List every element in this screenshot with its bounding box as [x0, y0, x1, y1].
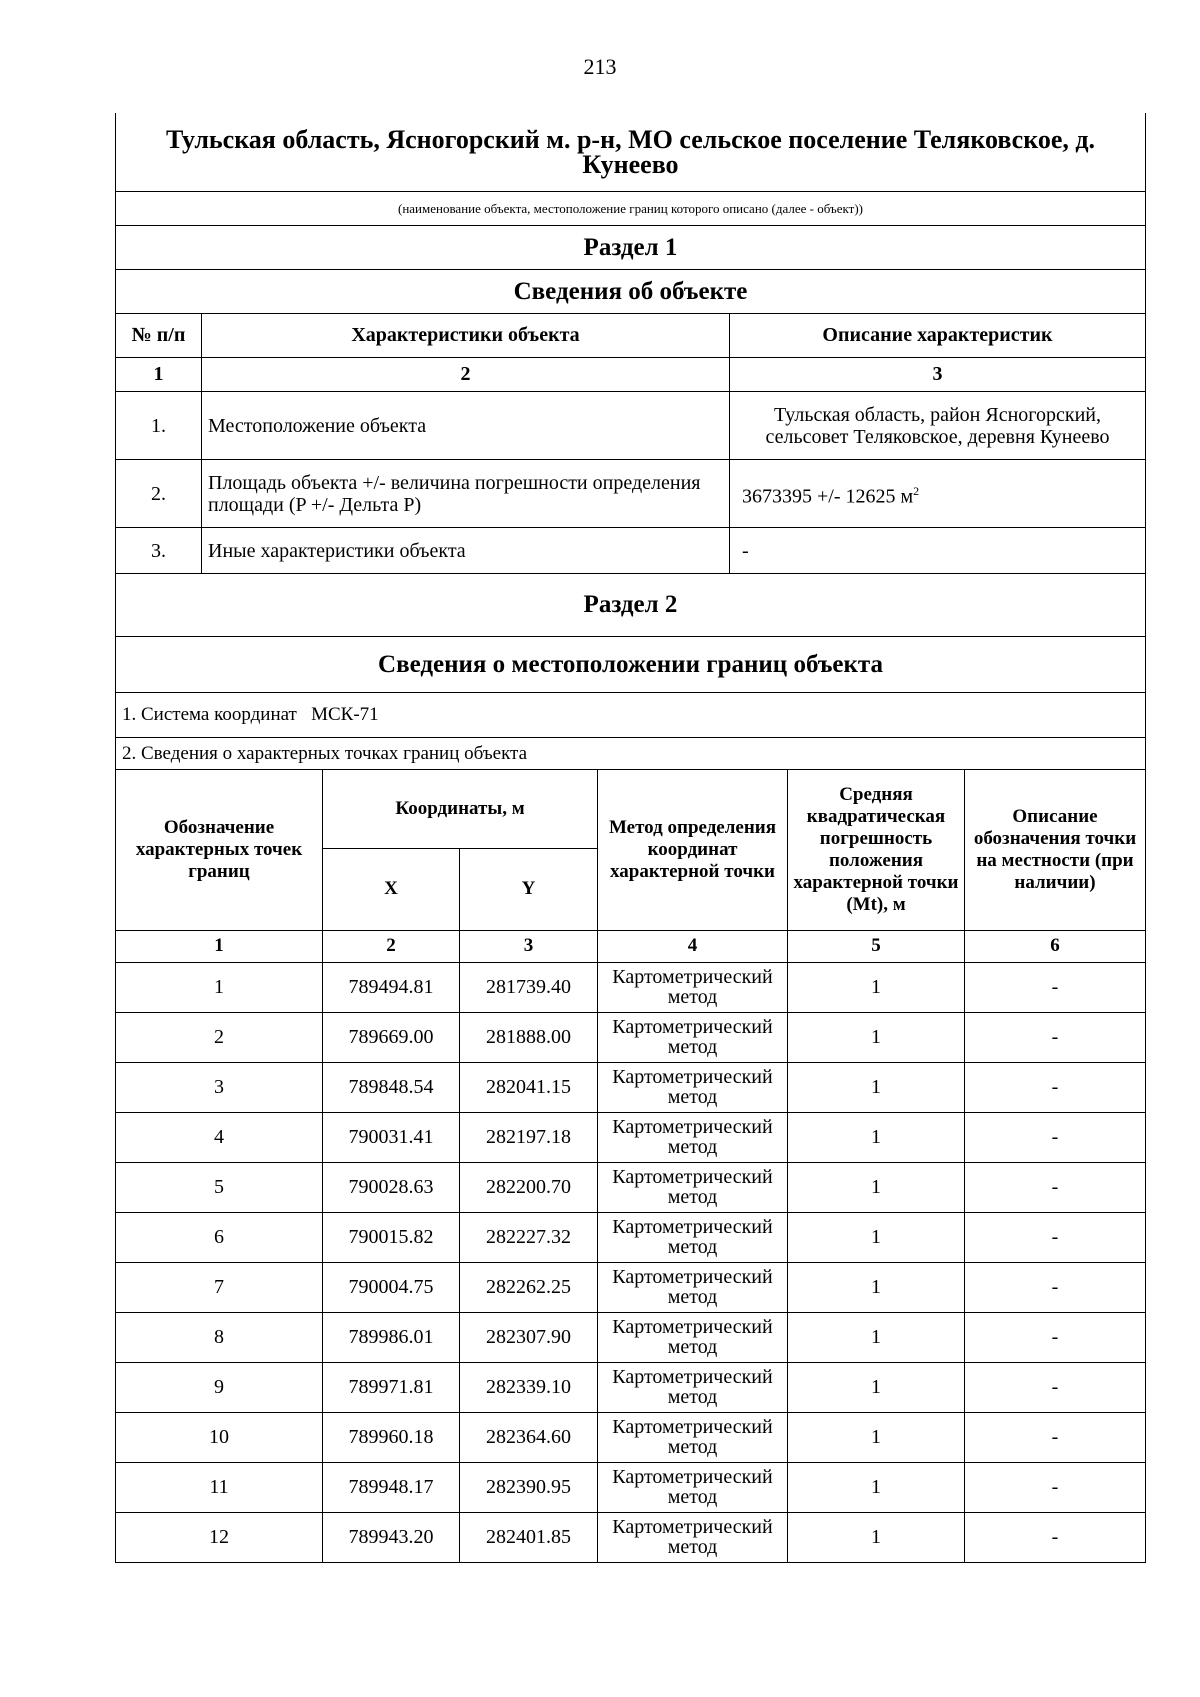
row-desc: Тульская область, район Ясногорский, сельсовет Теляковское, деревня Кунеево: [730, 392, 1146, 460]
points-caption: 2. Сведения о характерных точках границ объекта: [116, 738, 1146, 770]
point-y: 282262.25: [460, 1262, 598, 1312]
header-coords: Координаты, м: [323, 769, 598, 848]
point-y: 282041.15: [460, 1062, 598, 1112]
table-row: [116, 1112, 1146, 1162]
point-x: 789986.01: [323, 1312, 460, 1362]
row-name: Местоположение объекта: [202, 392, 730, 460]
point-mt: 1: [788, 1362, 965, 1412]
table-row: [116, 1362, 1146, 1412]
object-title-caption: (наименование объекта, местоположение границ которого описано (далее - объект)): [116, 192, 1146, 226]
col-number: 3: [460, 930, 598, 962]
point-mt: 1: [788, 1162, 965, 1212]
point-desc: -: [965, 1512, 1146, 1562]
col-number: 6: [965, 930, 1146, 962]
point-y: 282401.85: [460, 1512, 598, 1562]
row-desc: -: [730, 528, 1146, 574]
point-method: Картометрический метод: [598, 1312, 788, 1362]
point-id: 4: [116, 1112, 323, 1162]
point-x: 790028.63: [323, 1162, 460, 1212]
point-method: Картометрический метод: [598, 1412, 788, 1462]
point-id: 1: [116, 962, 323, 1012]
col-number: 2: [202, 358, 730, 392]
point-y: 282307.90: [460, 1312, 598, 1362]
point-id: 6: [116, 1212, 323, 1262]
point-method: Картометрический метод: [598, 1512, 788, 1562]
point-y: 282197.18: [460, 1112, 598, 1162]
points-body: [116, 962, 1146, 1562]
header-x: X: [323, 848, 460, 930]
header-description: Описание характеристик: [730, 314, 1146, 358]
page-number: 213: [583, 54, 617, 79]
area-value: 3673395 +/- 12625 м: [742, 485, 914, 508]
row-num: 1.: [116, 392, 202, 460]
point-desc: -: [965, 1462, 1146, 1512]
object-info-table: [115, 113, 1146, 770]
point-desc: -: [965, 1412, 1146, 1462]
header-num: № п/п: [116, 314, 202, 358]
point-method: Картометрический метод: [598, 1112, 788, 1162]
coord-system: [116, 693, 1146, 738]
section2-subtitle: Сведения о местоположении границ объекта: [116, 637, 1146, 693]
point-mt: 1: [788, 1012, 965, 1062]
point-x: 789971.81: [323, 1362, 460, 1412]
point-y: 282364.60: [460, 1412, 598, 1462]
point-desc: -: [965, 1112, 1146, 1162]
point-x: 789960.18: [323, 1412, 460, 1462]
point-x: 789848.54: [323, 1062, 460, 1112]
point-desc: -: [965, 1312, 1146, 1362]
point-method: Картометрический метод: [598, 1212, 788, 1262]
row-name: Иные характеристики объекта: [202, 528, 730, 574]
row-num: 3.: [116, 528, 202, 574]
point-desc: -: [965, 1362, 1146, 1412]
point-y: 282390.95: [460, 1462, 598, 1512]
section2-title: Раздел 2: [116, 574, 1146, 637]
point-x: 789948.17: [323, 1462, 460, 1512]
point-id: 9: [116, 1362, 323, 1412]
header-characteristics: Характеристики объекта: [202, 314, 730, 358]
point-mt: 1: [788, 1462, 965, 1512]
row-desc: [730, 460, 1146, 528]
point-method: Картометрический метод: [598, 1012, 788, 1062]
table-row: [116, 962, 1146, 1012]
point-method: Картометрический метод: [598, 1062, 788, 1112]
point-id: 11: [116, 1462, 323, 1512]
point-id: 12: [116, 1512, 323, 1562]
point-mt: 1: [788, 1062, 965, 1112]
table-row: [116, 1212, 1146, 1262]
table-row: [116, 1162, 1146, 1212]
point-desc: -: [965, 962, 1146, 1012]
point-method: Картометрический метод: [598, 1262, 788, 1312]
document: [115, 113, 1145, 1563]
table-row: [116, 392, 1146, 460]
table-row: [116, 528, 1146, 574]
point-desc: -: [965, 1212, 1146, 1262]
col-number: 2: [323, 930, 460, 962]
point-mt: 1: [788, 1112, 965, 1162]
header-method: Метод определения координат характерной точки: [598, 769, 788, 930]
point-y: 282227.32: [460, 1212, 598, 1262]
point-x: 790031.41: [323, 1112, 460, 1162]
point-method: Картометрический метод: [598, 962, 788, 1012]
point-mt: 1: [788, 1512, 965, 1562]
table-row: [116, 1312, 1146, 1362]
point-y: 282339.10: [460, 1362, 598, 1412]
header-point-description: Описание обозначения точки на местности (при наличии): [965, 769, 1146, 930]
point-id: 3: [116, 1062, 323, 1112]
col-number: 3: [730, 358, 1146, 392]
header-error: Средняя квадратическая погрешность положения характерной точки (Mt), м: [788, 769, 965, 930]
point-y: 281739.40: [460, 962, 598, 1012]
point-id: 10: [116, 1412, 323, 1462]
point-desc: -: [965, 1012, 1146, 1062]
point-y: 281888.00: [460, 1012, 598, 1062]
row-name: Площадь объекта +/- величина погрешности определения площади (P +/- Дельта P): [202, 460, 730, 528]
point-id: 7: [116, 1262, 323, 1312]
row-num: 2.: [116, 460, 202, 528]
point-desc: -: [965, 1062, 1146, 1112]
col-number: 5: [788, 930, 965, 962]
point-method: Картометрический метод: [598, 1162, 788, 1212]
point-method: Картометрический метод: [598, 1462, 788, 1512]
section1-subtitle: Сведения об объекте: [116, 270, 1146, 314]
point-mt: 1: [788, 1312, 965, 1362]
table-row: [116, 1512, 1146, 1562]
table-row: [116, 1462, 1146, 1512]
table-row: [116, 460, 1146, 528]
object-title: Тульская область, Ясногорский м. р-н, МО сельское поселение Теляковское, д. Кунеево: [116, 113, 1146, 192]
point-x: 789669.00: [323, 1012, 460, 1062]
point-desc: -: [965, 1162, 1146, 1212]
table-row: [116, 1262, 1146, 1312]
point-mt: 1: [788, 1262, 965, 1312]
point-id: 5: [116, 1162, 323, 1212]
point-mt: 1: [788, 1412, 965, 1462]
boundary-points-table: [115, 769, 1146, 1563]
point-method: Картометрический метод: [598, 1362, 788, 1412]
coord-system-value: МСК-71: [311, 704, 379, 725]
table-row: [116, 1012, 1146, 1062]
point-mt: 1: [788, 1212, 965, 1262]
col-number: 4: [598, 930, 788, 962]
section1-title: Раздел 1: [116, 226, 1146, 270]
point-x: 790004.75: [323, 1262, 460, 1312]
point-x: 790015.82: [323, 1212, 460, 1262]
point-y: 282200.70: [460, 1162, 598, 1212]
col-number: 1: [116, 358, 202, 392]
header-point: Обозначение характерных точек границ: [116, 769, 323, 930]
table-row: [116, 1062, 1146, 1112]
area-unit-superscript: 2: [913, 483, 920, 498]
col-number: 1: [116, 930, 323, 962]
point-x: 789494.81: [323, 962, 460, 1012]
point-id: 2: [116, 1012, 323, 1062]
point-mt: 1: [788, 962, 965, 1012]
point-x: 789943.20: [323, 1512, 460, 1562]
coord-system-label: 1. Система координат: [122, 704, 297, 725]
point-id: 8: [116, 1312, 323, 1362]
point-desc: -: [965, 1262, 1146, 1312]
header-y: Y: [460, 848, 598, 930]
table-row: [116, 1412, 1146, 1462]
